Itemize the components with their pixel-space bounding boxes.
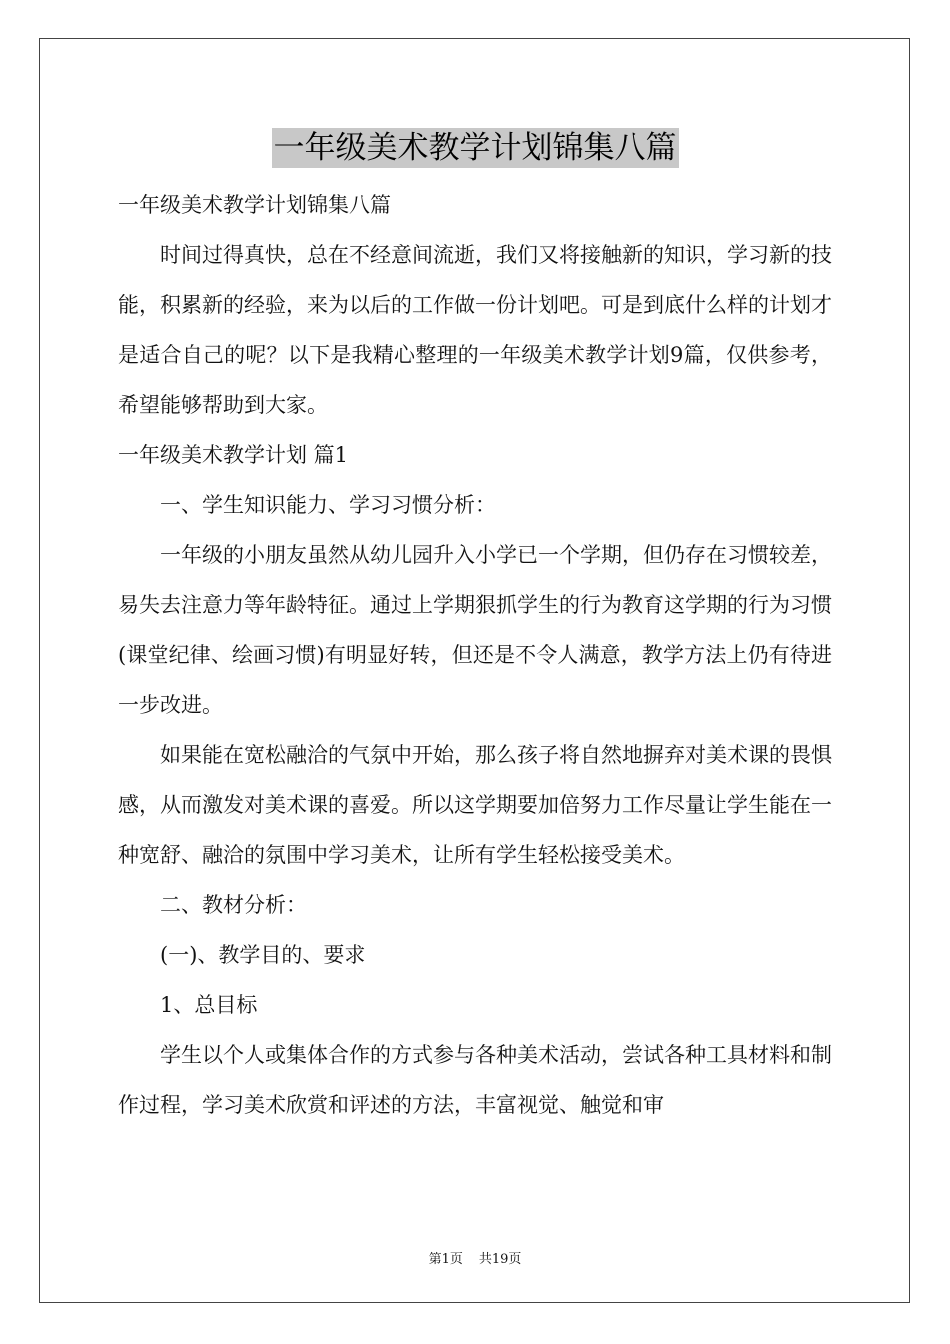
subtitle-line: 一年级美术教学计划锦集八篇	[118, 193, 391, 217]
body-paragraph: 学生以个人或集体合作的方式参与各种美术活动，尝试各种工具材料和制作过程，学习美术欣赏和评述的方法，丰富视觉、触觉和审	[118, 1043, 832, 1117]
subheading-textbook-analysis: 二、教材分析：	[160, 893, 307, 917]
subheading-overall-goal: 1、总目标	[160, 993, 258, 1017]
document-title: 一年级美术教学计划锦集八篇	[273, 130, 677, 166]
title-container	[0, 128, 950, 168]
section-heading: 一年级美术教学计划 篇1	[118, 443, 349, 467]
subheading-student-analysis: 一、学生知识能力、学习习惯分析：	[160, 493, 496, 517]
intro-paragraph: 时间过得真快，总在不经意间流逝，我们又将接触新的知识，学习新的技能，积累新的经验，来为以后的工作做一份计划吧。可是到底什么样的计划才是适合自己的呢？以下是我精心整理的一年级美术教学计划9篇，仅供参考，希望能够帮助到大家。	[118, 243, 832, 417]
page-total: 共19页	[478, 1252, 522, 1267]
body-paragraph: 一年级的小朋友虽然从幼儿园升入小学已一个学期，但仍存在习惯较差，易失去注意力等年龄特征。通过上学期狠抓学生的行为教育这学期的行为习惯(课堂纪律、绘画习惯)有明显好转，但还是不令人满意，教学方法上仍有待进一步改进。	[118, 543, 832, 717]
page-footer	[0, 1252, 950, 1268]
body-paragraph: 如果能在宽松融洽的气氛中开始，那么孩子将自然地摒弃对美术课的畏惧感，从而激发对美术课的喜爱。所以这学期要加倍努力工作尽量让学生能在一种宽舒、融洽的氛围中学习美术，让所有学生轻松接受美术。	[118, 743, 832, 867]
subheading-goals: (一)、教学目的、要求	[160, 943, 366, 967]
document-body	[118, 180, 832, 1130]
page-number: 第1页	[428, 1252, 463, 1267]
